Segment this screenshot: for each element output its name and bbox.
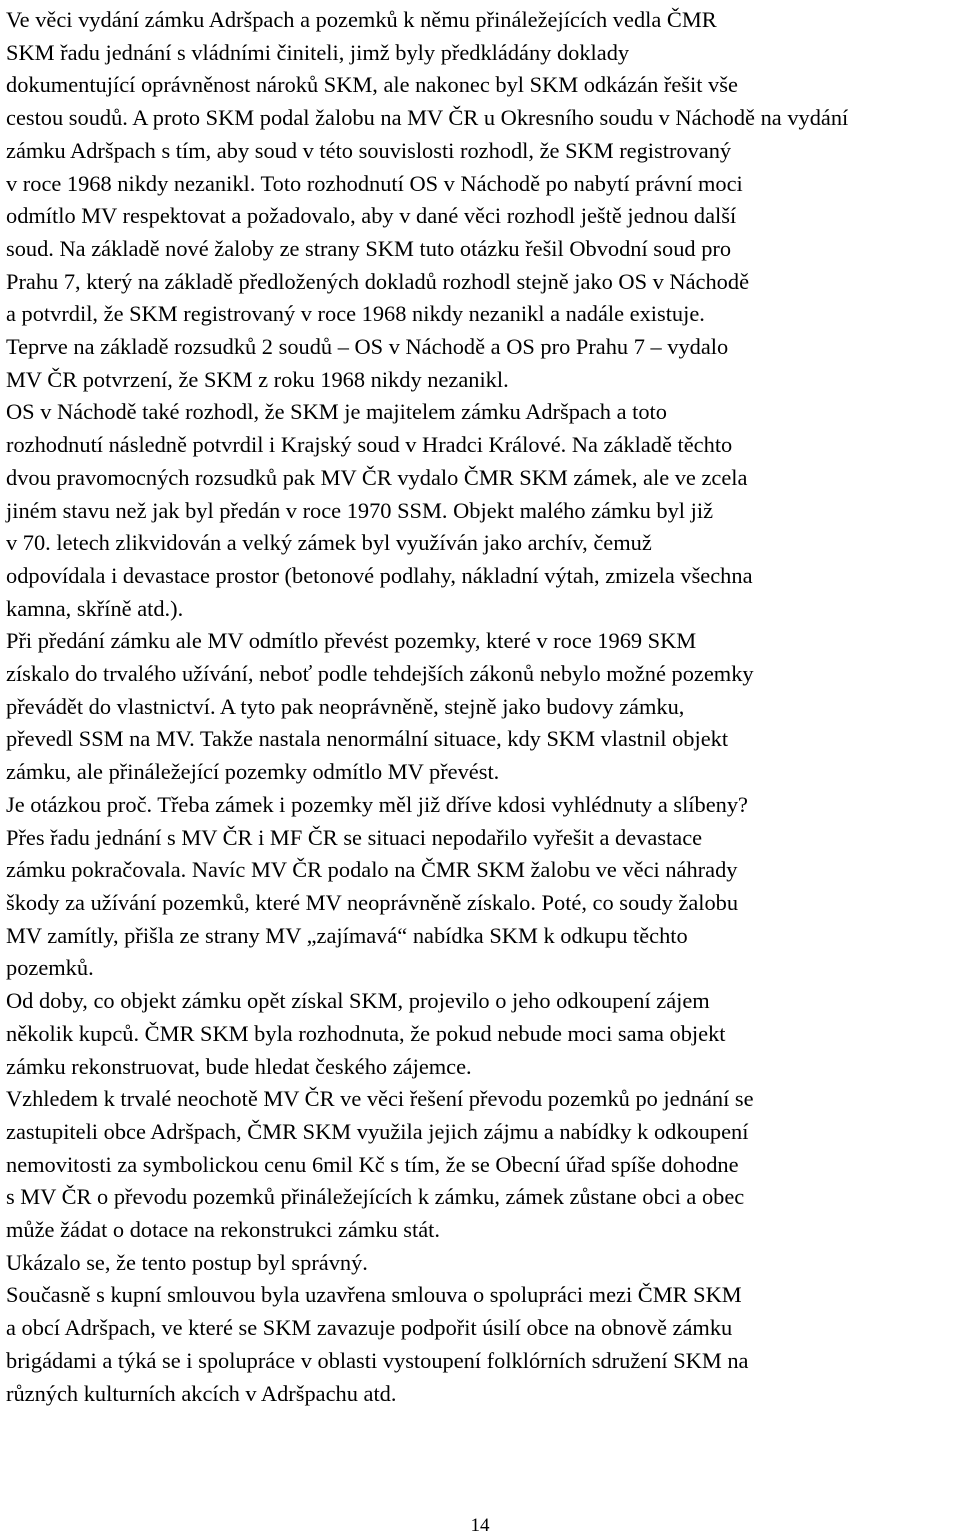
text-line: rozhodnutí následně potvrdil i Krajský soud v Hradci Králové. Na základě těchto (6, 432, 733, 458)
text-line: Ve věci vydání zámku Adršpach a pozemků k němu přináležejících vedla ČMR (6, 7, 717, 32)
paragraph (6, 625, 958, 789)
paragraph (6, 985, 958, 1083)
text-line: Současně s kupní smlouvou byla uzavřena smlouva o spolupráci mezi ČMR SKM (6, 1282, 742, 1308)
text-line: Teprve na základě rozsudků 2 soudů – OS v Náchodě a OS pro Prahu 7 – vydalo (6, 334, 729, 360)
paragraph (6, 1247, 958, 1280)
text-line: v roce 1968 nikdy nezanikl. Toto rozhodnutí OS v Náchodě po nabytí právní moci (6, 170, 743, 196)
paragraph (6, 789, 958, 985)
text-line: zámku rekonstruovat, bude hledat českého zájemce. (6, 1053, 472, 1079)
text-line: pozemků. (6, 955, 94, 981)
text-line: Ukázalo se, že tento postup byl správný. (6, 1249, 368, 1275)
text-line: může žádat o dotace na rekonstrukci zámku stát. (6, 1217, 440, 1243)
text-line: a obcí Adršpach, ve které se SKM zavazuje podpořit úsilí obce na obnově zámku (6, 1315, 733, 1341)
document-body (6, 4, 958, 1410)
text-line: zámku pokračovala. Navíc MV ČR podalo na ČMR SKM žalobu ve věci náhrady (6, 857, 738, 883)
text-line: zámku, ale přináležející pozemky odmítlo MV převést. (6, 759, 500, 785)
text-line: získalo do trvalého užívání, neboť podle tehdejších zákonů nebylo možné pozemky (6, 661, 754, 687)
text-line: brigádami a týká se i spolupráce v oblasti vystoupení folklórních sdružení SKM na (6, 1347, 749, 1373)
page-number: 14 (470, 1515, 490, 1536)
paragraph (6, 4, 958, 396)
text-line: převádět do vlastnictví. A tyto pak neoprávněně, stejně jako budovy zámku, (6, 693, 685, 719)
text-line: různých kulturních akcích v Adršpachu atd. (6, 1380, 397, 1406)
text-line: Přes řadu jednání s MV ČR i MF ČR se situaci nepodařilo vyřešit a devastace (6, 824, 703, 850)
text-line: jiném stavu než jak byl předán v roce 1970 SSM. Objekt malého zámku byl již (6, 497, 714, 523)
text-line: nemovitosti za symbolickou cenu 6mil Kč s tím, že se Obecní úřad spíše dohodne (6, 1151, 739, 1177)
text-line: zastupiteli obce Adršpach, ČMR SKM využila jejich zájmu a nabídky k odkoupení (6, 1118, 749, 1144)
text-line: kamna, skříně atd.). (6, 595, 184, 621)
text-line: Od doby, co objekt zámku opět získal SKM, projevilo o jeho odkoupení zájem (6, 988, 710, 1014)
text-line: v 70. letech zlikvidován a velký zámek byl využíván jako archív, čemuž (6, 530, 652, 556)
text-line: OS v Náchodě také rozhodl, že SKM je majitelem zámku Adršpach a toto (6, 399, 667, 425)
text-line: dokumentující oprávněnost nároků SKM, ale nakonec byl SKM odkázán řešit vše (6, 72, 738, 98)
text-line: MV zamítly, přišla ze strany MV „zajímavá“ nabídka SKM k odkupu těchto (6, 922, 688, 948)
text-line: soud. Na základě nové žaloby ze strany SKM tuto otázku řešil Obvodní soud pro (6, 235, 732, 261)
text-line: odpovídala i devastace prostor (betonové podlahy, nákladní výtah, zmizela všechna (6, 562, 753, 588)
text-line: s MV ČR o převodu pozemků přináležejících k zámku, zámek zůstane obci a obec (6, 1184, 745, 1210)
text-line: několik kupců. ČMR SKM byla rozhodnuta, že pokud nebude moci sama objekt (6, 1020, 726, 1046)
paragraph (6, 1083, 958, 1247)
text-line: odmítlo MV respektovat a požadovalo, aby v dané věci rozhodl ještě jednou další (6, 203, 737, 229)
text-line: škody za užívání pozemků, které MV neoprávněně získalo. Poté, co soudy žalobu (6, 889, 739, 915)
text-line: Při předání zámku ale MV odmítlo převést pozemky, které v roce 1969 SKM (6, 628, 697, 654)
paragraph (6, 1279, 958, 1410)
text-line: MV ČR potvrzení, že SKM z roku 1968 nikdy nezanikl. (6, 366, 509, 392)
text-line: a potvrdil, že SKM registrovaný v roce 1968 nikdy nezanikl a nadále existuje. (6, 301, 705, 327)
text-line: Prahu 7, který na základě předložených dokladů rozhodl stejně jako OS v Náchodě (6, 268, 750, 294)
text-line: Je otázkou proč. Třeba zámek i pozemky měl již dříve kdosi vyhlédnuty a slíbeny? (6, 791, 748, 817)
text-line: dvou pravomocných rozsudků pak MV ČR vydalo ČMR SKM zámek, ale ve zcela (6, 464, 748, 490)
paragraph (6, 396, 958, 625)
text-line: SKM řadu jednání s vládními činiteli, jimž byly předkládány doklady (6, 39, 630, 65)
text-line: Vzhledem k trvalé neochotě MV ČR ve věci řešení převodu pozemků po jednání se (6, 1086, 754, 1112)
text-line: cestou soudů. A proto SKM podal žalobu na MV ČR u Okresního soudu v Náchodě na vydání (6, 105, 849, 131)
text-line: zámku Adršpach s tím, aby soud v této souvislosti rozhodl, že SKM registrovaný (6, 137, 732, 163)
text-line: převedl SSM na MV. Takže nastala nenormální situace, kdy SKM vlastnil objekt (6, 726, 729, 752)
